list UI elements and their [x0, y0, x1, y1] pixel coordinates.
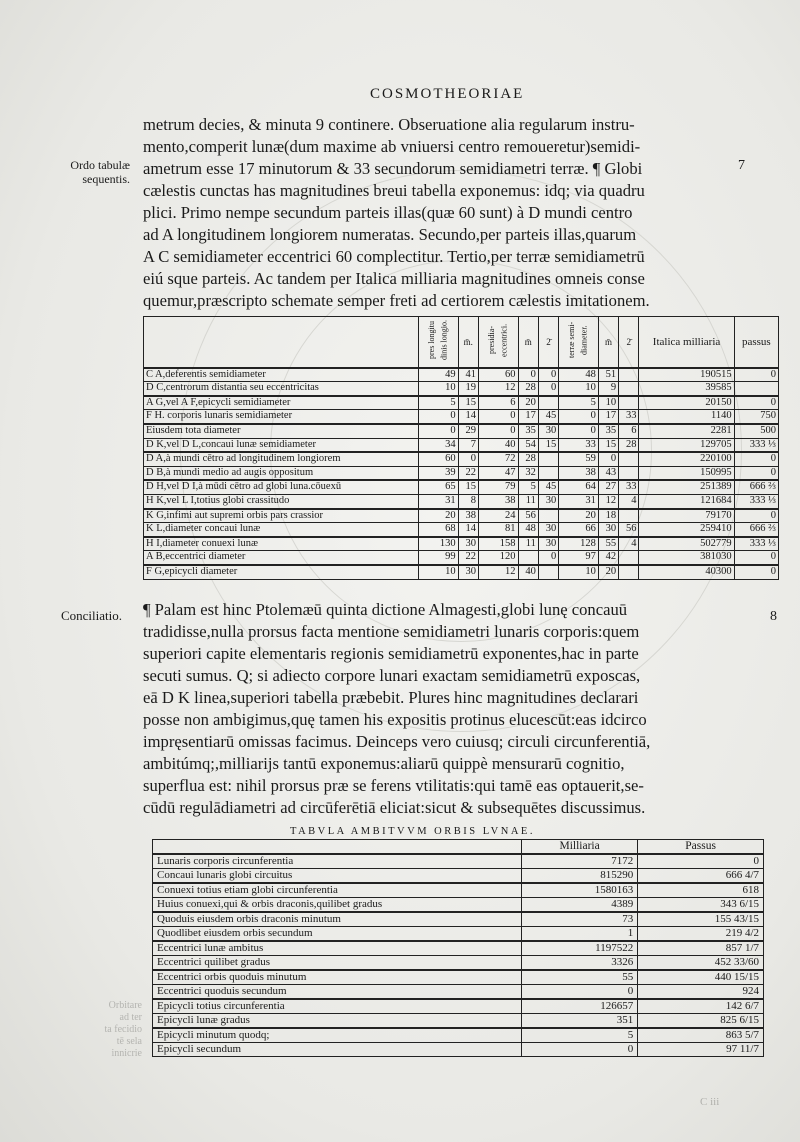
table-cell: 39585 — [639, 382, 734, 396]
table-cell: 129705 — [639, 438, 734, 452]
table-cell: 31 — [559, 494, 599, 508]
table-cell: 502779 — [639, 537, 734, 551]
bleed-folio: C iii — [700, 1096, 720, 1108]
table-cell: 72 — [478, 452, 518, 466]
table-cell: 1197522 — [522, 941, 638, 956]
text-line: A C semidiameter eccentrici 60 complectitur. Tertio,per terræ semidiametrū — [143, 247, 645, 266]
table-cell: 17 — [518, 410, 538, 424]
table-cell: 97 — [559, 551, 599, 565]
row-label: D C,centrorum distantia seu eccentricitas — [144, 382, 419, 396]
text-line: secuti sumus. Q; si adiecto corpore lunari exactam semidiametrū exposcas, — [143, 666, 641, 685]
table-cell: 333 ⅓ — [734, 438, 778, 452]
table-cell: 618 — [638, 883, 764, 898]
table-cell: 666 4/7 — [638, 869, 764, 884]
table-cell — [538, 396, 558, 410]
row-label: Eiusdem tota diameter — [144, 424, 419, 438]
row-label: Concaui lunaris globi circuitus — [153, 869, 522, 884]
table-cell: 15 — [598, 438, 618, 452]
table-cell: 56 — [619, 523, 639, 537]
table-row — [144, 480, 779, 494]
paragraph-2 — [143, 599, 755, 819]
text-line: plici. Primo nempe secundum parteis illas(quæ 60 sunt) à D mundi centro — [143, 203, 633, 222]
table-cell: 38 — [559, 466, 599, 480]
table-cell: 11 — [518, 494, 538, 508]
text-line: superiori capite elementaris regionis semidiametrū exponentes,hac in parte — [143, 644, 639, 663]
table-cell: 0 — [734, 452, 778, 466]
table-cell: 1 — [522, 927, 638, 942]
table-row — [153, 970, 764, 985]
table-cell: 34 — [419, 438, 459, 452]
table-row — [144, 452, 779, 466]
table-cell: 0 — [559, 410, 599, 424]
row-label: C A,deferentis semidiameter — [144, 368, 419, 382]
row-label: Epicycli totius circunferentia — [153, 999, 522, 1014]
table-cell: 31 — [419, 494, 459, 508]
table-cell — [734, 382, 778, 396]
table-cell: 750 — [734, 410, 778, 424]
table-cell — [619, 551, 639, 565]
table-cell: 220100 — [639, 452, 734, 466]
table-cell: 42 — [598, 551, 618, 565]
table-cell: 22 — [458, 466, 478, 480]
table-cell: 0 — [598, 452, 618, 466]
table-cell: 38 — [478, 494, 518, 508]
table-cell: 40 — [518, 565, 538, 579]
table-cell: 126657 — [522, 999, 638, 1014]
table-cell: 8 — [458, 494, 478, 508]
table-row — [144, 382, 779, 396]
table-cell: 150995 — [639, 466, 734, 480]
table-row — [153, 883, 764, 898]
table-header-cell: pres longitu dinis longio. — [419, 317, 459, 368]
table-cell: 56 — [518, 509, 538, 523]
row-label: Epicycli minutum quodq; — [153, 1028, 522, 1043]
margin-note-order: Ordo tabulæ sequentis. — [70, 158, 130, 186]
table-row — [144, 466, 779, 480]
table-cell — [538, 466, 558, 480]
table-cell: 45 — [538, 410, 558, 424]
table-cell: 0 — [734, 509, 778, 523]
table-cell: 33 — [619, 480, 639, 494]
table-cell: 190515 — [639, 368, 734, 382]
table-cell: 97 11/7 — [638, 1043, 764, 1057]
table-cell: 66 — [559, 523, 599, 537]
table-cell: 60 — [478, 368, 518, 382]
row-label: D K,vel D L,concaui lunæ semidiameter — [144, 438, 419, 452]
table-header-row — [153, 840, 764, 855]
ambitus-table-title: TABVLA AMBITVVM ORBIS LVNAE. — [290, 826, 535, 837]
table-header-cell: 2̄ — [619, 317, 639, 368]
table-row — [153, 927, 764, 942]
table-row — [153, 1028, 764, 1043]
table-cell: 30 — [538, 424, 558, 438]
table-cell: 7 — [458, 438, 478, 452]
table-cell: 12 — [598, 494, 618, 508]
table-cell: 924 — [638, 985, 764, 1000]
table-cell: 55 — [522, 970, 638, 985]
table-cell: 14 — [458, 523, 478, 537]
text-line: cūdū regulādiametri ad circūferētiā eliciat:sicut & subsequētes discussimus. — [143, 798, 646, 817]
table-cell: 30 — [598, 523, 618, 537]
table-cell: 5 — [518, 480, 538, 494]
table-cell: 10 — [419, 565, 459, 579]
table-cell: 10 — [419, 382, 459, 396]
table-cell — [619, 382, 639, 396]
table-cell: 15 — [458, 480, 478, 494]
text-line: eā D K linea,superiori tabella præbebit. Plures hinc magnitudines declarari — [143, 688, 639, 707]
table-cell: 0 — [419, 424, 459, 438]
table-cell: 0 — [478, 410, 518, 424]
text-line: quemur,præscripto schemate semper freti ad certiorem cælestis imitationem. — [143, 291, 650, 310]
table-cell: 30 — [538, 523, 558, 537]
row-label: D B,à mundi medio ad augis oppositum — [144, 466, 419, 480]
table-cell: 65 — [419, 480, 459, 494]
table-cell: 48 — [559, 368, 599, 382]
table-row — [153, 985, 764, 1000]
row-label: Eccentrici orbis quoduis minutum — [153, 970, 522, 985]
table-cell: 60 — [419, 452, 459, 466]
page-header: COSMOTHEORIAE — [370, 86, 525, 102]
table-cell: 59 — [559, 452, 599, 466]
table-cell: 35 — [518, 424, 538, 438]
table-cell: 68 — [419, 523, 459, 537]
page-number-8: 8 — [770, 609, 777, 624]
table-cell: 9 — [598, 382, 618, 396]
table-cell: 24 — [478, 509, 518, 523]
table-header-cell: m̄ — [598, 317, 618, 368]
table-cell: 6 — [478, 396, 518, 410]
table-cell: 51 — [598, 368, 618, 382]
table-row — [153, 898, 764, 913]
bleed-through-left: Orbitare ad ter ta fecidio tē sela innicrie — [104, 1000, 142, 1059]
table-row — [153, 912, 764, 927]
row-label: K G,infimi aut supremi orbis pars crassior — [144, 509, 419, 523]
table-cell: 500 — [734, 424, 778, 438]
table-cell: 333 ⅓ — [734, 494, 778, 508]
row-label: H K,vel L I,totius globi crassitudo — [144, 494, 419, 508]
table-cell: 28 — [619, 438, 639, 452]
text-line: ametrum esse 17 minutorum & 33 secundorum semidiametri terræ. ¶ Globi — [143, 159, 643, 178]
table-cell: 155 43/15 — [638, 912, 764, 927]
ambitus-table-body — [153, 854, 764, 1057]
text-line: ambitúmq;,milliarijs tantū exponemus:aliarū quippè mensurarū cognitio, — [143, 754, 625, 773]
table-row — [144, 396, 779, 410]
row-label: Huius conuexi,qui & orbis draconis,quilibet gradus — [153, 898, 522, 913]
row-label: H I,diameter conuexi lunæ — [144, 537, 419, 551]
table-row — [153, 956, 764, 971]
row-label: K L,diameter concaui lunæ — [144, 523, 419, 537]
table-cell: 15 — [538, 438, 558, 452]
table-row — [144, 410, 779, 424]
text-line: posse non ambigimus,quę tamen his expositis protinus elucescūt:eas idcirco — [143, 710, 647, 729]
table-cell: 40300 — [639, 565, 734, 579]
table-cell: 6 — [619, 424, 639, 438]
table-cell — [518, 551, 538, 565]
table-cell: 20150 — [639, 396, 734, 410]
text-line: cælestis cunctas has magnitudines breui tabella exponemus: idq; via quadru — [143, 181, 645, 200]
table-cell: 666 ⅔ — [734, 523, 778, 537]
margin-note-conciliatio: Conciliatio. — [60, 608, 122, 623]
row-label: Quodlibet eiusdem orbis secundum — [153, 927, 522, 942]
table-cell: 0 — [518, 368, 538, 382]
row-label: Lunaris corporis circunferentia — [153, 854, 522, 869]
table-cell: 4389 — [522, 898, 638, 913]
table-cell: 48 — [518, 523, 538, 537]
table-cell: 5 — [419, 396, 459, 410]
row-label: Eccentrici quoduis secundum — [153, 985, 522, 1000]
table-cell: 28 — [518, 382, 538, 396]
magnitudes-table-body — [144, 368, 779, 579]
table-row — [144, 537, 779, 551]
table-cell: 79170 — [639, 509, 734, 523]
table-cell: 351 — [522, 1014, 638, 1029]
row-label: A G,vel A F,epicycli semidiameter — [144, 396, 419, 410]
table-header-row — [144, 317, 779, 368]
table-row — [144, 438, 779, 452]
table-row — [144, 523, 779, 537]
table-cell: 12 — [478, 565, 518, 579]
table-cell: 45 — [538, 480, 558, 494]
table-header-cell: Italica milliaria — [639, 317, 734, 368]
table-cell — [538, 565, 558, 579]
row-label: Epicycli secundum — [153, 1043, 522, 1057]
table-cell: 30 — [458, 565, 478, 579]
table-cell — [538, 452, 558, 466]
table-cell: 825 6/15 — [638, 1014, 764, 1029]
row-label: F G,epicycli diameter — [144, 565, 419, 579]
table-cell: 0 — [458, 452, 478, 466]
table-cell: 10 — [559, 565, 599, 579]
table-header-cell: terræ semi- diameter. — [559, 317, 599, 368]
table-cell: 142 6/7 — [638, 999, 764, 1014]
table-cell: 815290 — [522, 869, 638, 884]
table-cell: 30 — [538, 537, 558, 551]
table-cell: 0 — [478, 424, 518, 438]
text-line: metrum decies, & minuta 9 continere. Obseruatione alia regularum instru‑ — [143, 115, 635, 134]
table-row — [153, 854, 764, 869]
text-line: mento,comperit lunæ(dum maxime ab vniuersi centro remoueretur)semidi‑ — [143, 137, 641, 156]
ambitus-table — [152, 839, 764, 1057]
table-cell: 35 — [598, 424, 618, 438]
table-row — [144, 494, 779, 508]
table-cell: 158 — [478, 537, 518, 551]
paragraph-1 — [143, 114, 755, 312]
table-header-cell: 2̄ — [538, 317, 558, 368]
table-cell: 0 — [538, 382, 558, 396]
row-label: Quoduis eiusdem orbis draconis minutum — [153, 912, 522, 927]
table-cell: 20 — [598, 565, 618, 579]
table-header-cell: passus — [734, 317, 778, 368]
table-cell: 15 — [458, 396, 478, 410]
text-line: eiú sque parteis. Ac tandem per Italica milliaria magnitudines omneis conse — [143, 269, 645, 288]
table-header-cell: m̄ — [518, 317, 538, 368]
table-cell: 32 — [518, 466, 538, 480]
table-cell: 39 — [419, 466, 459, 480]
table-cell: 7172 — [522, 854, 638, 869]
table-cell: 1580163 — [522, 883, 638, 898]
table-cell: 40 — [478, 438, 518, 452]
table-cell: 12 — [478, 382, 518, 396]
table-cell: 30 — [458, 537, 478, 551]
table-cell: 4 — [619, 537, 639, 551]
table-row — [153, 941, 764, 956]
table-row — [144, 424, 779, 438]
table-cell — [619, 452, 639, 466]
table-cell: 33 — [619, 410, 639, 424]
table-cell: 99 — [419, 551, 459, 565]
row-label: Eccentrici quilibet gradus — [153, 956, 522, 971]
table-row — [144, 368, 779, 382]
table-header-label — [153, 840, 522, 855]
row-label: A B,eccentrici diameter — [144, 551, 419, 565]
table-cell: 20 — [419, 509, 459, 523]
row-label: Eccentrici lunæ ambitus — [153, 941, 522, 956]
text-line: impręsentiarū omissas facimus. Deinceps vero cuiusq; circuli circunferentiā, — [143, 732, 651, 751]
table-cell — [538, 509, 558, 523]
table-cell: 0 — [638, 854, 764, 869]
table-cell: 73 — [522, 912, 638, 927]
table-cell: 0 — [734, 466, 778, 480]
table-cell: 0 — [734, 396, 778, 410]
table-row — [144, 509, 779, 523]
table-header-cell: m̄. — [458, 317, 478, 368]
table-cell: 0 — [419, 410, 459, 424]
table-cell: 49 — [419, 368, 459, 382]
table-cell: 22 — [458, 551, 478, 565]
table-cell: 19 — [458, 382, 478, 396]
table-cell: 5 — [522, 1028, 638, 1043]
table-cell: 79 — [478, 480, 518, 494]
table-header-cell: Passus — [638, 840, 764, 855]
table-cell: 0 — [522, 985, 638, 1000]
table-cell: 55 — [598, 537, 618, 551]
table-cell: 259410 — [639, 523, 734, 537]
table-cell: 440 15/15 — [638, 970, 764, 985]
table-cell — [619, 368, 639, 382]
table-cell: 2281 — [639, 424, 734, 438]
table-cell: 64 — [559, 480, 599, 494]
table-cell: 54 — [518, 438, 538, 452]
table-cell: 18 — [598, 509, 618, 523]
table-cell: 41 — [458, 368, 478, 382]
table-row — [153, 1014, 764, 1029]
table-cell: 43 — [598, 466, 618, 480]
table-cell: 47 — [478, 466, 518, 480]
table-cell: 0 — [522, 1043, 638, 1057]
text-line: ad A longitudinem longiorem numeratas. Secundo,per parteis illas,quarum — [143, 225, 637, 244]
table-cell: 120 — [478, 551, 518, 565]
table-cell: 0 — [734, 565, 778, 579]
table-cell: 343 6/15 — [638, 898, 764, 913]
row-label: D H,vel D I,à mūdi cētro ad globi luna.cōuexū — [144, 480, 419, 494]
table-cell: 81 — [478, 523, 518, 537]
table-cell: 20 — [559, 509, 599, 523]
table-cell: 0 — [734, 551, 778, 565]
table-cell — [619, 565, 639, 579]
row-label: F H. corporis lunaris semidiameter — [144, 410, 419, 424]
table-cell: 863 5/7 — [638, 1028, 764, 1043]
text-line: superflua est: nihil prorsus præ se ferens vtilitatis:qui tamē eas optauerit,se‑ — [143, 776, 644, 795]
table-row — [144, 551, 779, 565]
row-label: D A,à mundi cētro ad longitudinem longiorem — [144, 452, 419, 466]
table-cell: 3326 — [522, 956, 638, 971]
table-cell: 10 — [559, 382, 599, 396]
table-cell: 0 — [538, 551, 558, 565]
table-row — [144, 565, 779, 579]
table-row — [153, 999, 764, 1014]
table-cell: 14 — [458, 410, 478, 424]
table-cell: 130 — [419, 537, 459, 551]
table-cell: 381030 — [639, 551, 734, 565]
table-cell: 30 — [538, 494, 558, 508]
table-cell: 128 — [559, 537, 599, 551]
table-cell — [619, 396, 639, 410]
table-cell: 29 — [458, 424, 478, 438]
table-cell: 11 — [518, 537, 538, 551]
magnitudes-table — [143, 316, 779, 580]
table-cell: 0 — [734, 368, 778, 382]
table-cell: 666 ⅔ — [734, 480, 778, 494]
table-cell: 121684 — [639, 494, 734, 508]
table-cell: 27 — [598, 480, 618, 494]
table-cell: 38 — [458, 509, 478, 523]
table-row — [153, 869, 764, 884]
table-header-label — [144, 317, 419, 368]
row-label: Conuexi totius etiam globi circunferentia — [153, 883, 522, 898]
table-cell: 5 — [559, 396, 599, 410]
table-row — [153, 1043, 764, 1057]
text-line: tradidisse,nulla prorsus facta mentione semidiametri lunaris corporis:quem — [143, 622, 640, 641]
table-cell: 20 — [518, 396, 538, 410]
table-header-cell: presidia- eccentrici. — [478, 317, 518, 368]
table-cell: 0 — [538, 368, 558, 382]
table-cell: 219 4/2 — [638, 927, 764, 942]
table-cell — [619, 509, 639, 523]
table-cell: 1140 — [639, 410, 734, 424]
table-cell: 33 — [559, 438, 599, 452]
table-cell: 17 — [598, 410, 618, 424]
page-number-7: 7 — [738, 158, 745, 173]
table-cell: 0 — [559, 424, 599, 438]
row-label: Epicycli lunæ gradus — [153, 1014, 522, 1029]
table-cell: 857 1/7 — [638, 941, 764, 956]
table-cell: 10 — [598, 396, 618, 410]
table-cell: 333 ⅓ — [734, 537, 778, 551]
table-cell: 4 — [619, 494, 639, 508]
table-header-cell: Milliaria — [522, 840, 638, 855]
table-cell: 452 33/60 — [638, 956, 764, 971]
table-cell: 251389 — [639, 480, 734, 494]
table-cell — [619, 466, 639, 480]
table-cell: 28 — [518, 452, 538, 466]
text-line: ¶ Palam est hinc Ptolemæū quinta dictione Almagesti,globi lunę concauū — [143, 600, 628, 619]
